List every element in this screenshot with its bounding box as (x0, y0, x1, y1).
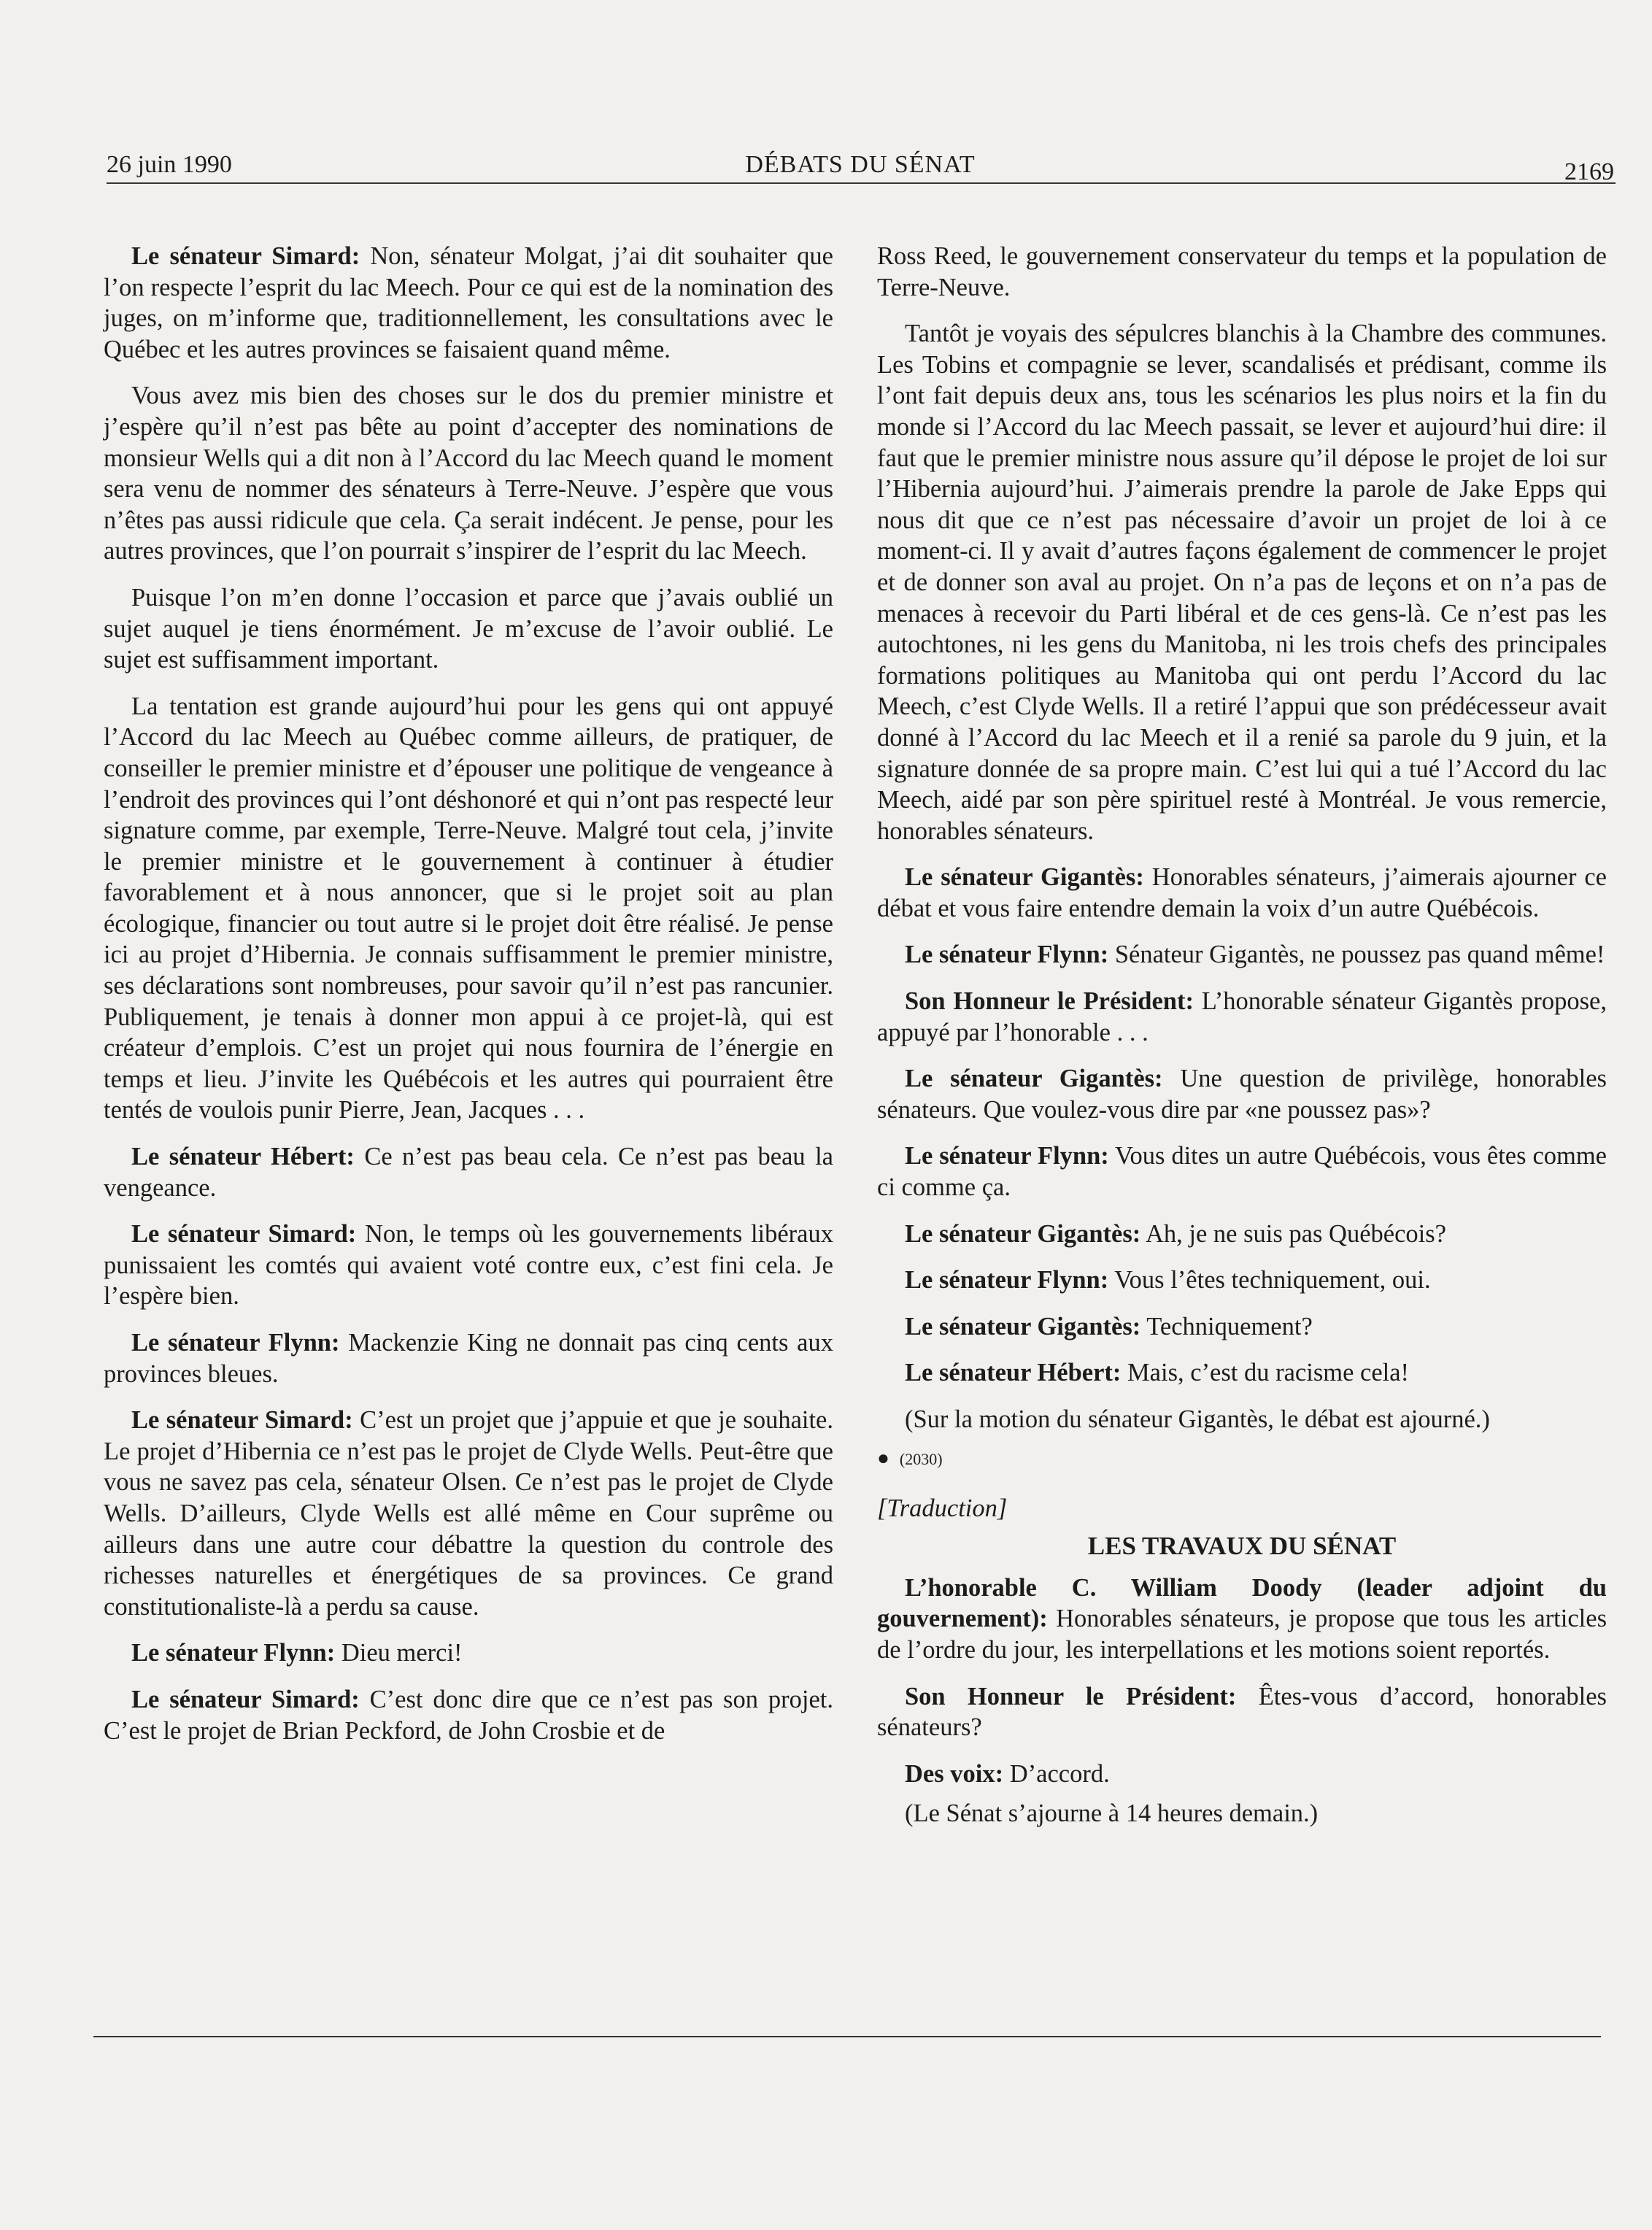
footer-rule (93, 2036, 1601, 2037)
paragraph (877, 1404, 1607, 1435)
paragraph (104, 1684, 833, 1746)
speaker: Le sénateur Flynn: (905, 1142, 1109, 1170)
paragraph (877, 1573, 1607, 1666)
speaker: Le sénateur Flynn: (131, 1329, 340, 1357)
speech: Non, sénateur Molgat, j’ai dit souhaiter que l’on respecte l’esprit du lac Meech. Pour ce qui est de la nomination des juges, on m’informe que, traditionnellement, les consultations avec le Québec et les autres provinces se faisaient quand même. (104, 242, 833, 363)
paragraph (877, 986, 1607, 1048)
paragraph (877, 318, 1607, 846)
paragraph (877, 1798, 1607, 1829)
speech: Vous avez mis bien des choses sur le dos du premier ministre et j’espère qu’il n’est pas bête au point d’accepter des nominations de monsieur Wells qui a dit non à l’Accord du lac Meech quand le moment sera venu de nommer des sénateurs à Terre-Neuve. J’espère que vous n’êtes pas aussi ridicule que cela. Ça serait indécent. Je pense, pour les autres provinces, que l’on pourrait s’inspirer de l’esprit du lac Meech. (104, 382, 833, 566)
paragraph (877, 1759, 1607, 1790)
header-title: DÉBATS DU SÉNAT (745, 151, 976, 178)
speaker: Le sénateur Gigantès: (905, 1065, 1163, 1093)
speech: Tantôt je voyais des sépulcres blanchis à la Chambre des communes. Les Tobins et compagnie se lever, scandalisés et prédisant, comme ils l’ont fait depuis deux ans, tous les scénarios les plus noirs et la fin du monde si l’Accord du lac Meech passait, se lever et aujourd’hui dire: il faut que le premier ministre nous assure qu’il dépose le projet de loi sur l’Hibernia aujourd’hui. J’aimerais prendre la parole de Jake Epps qui nous dit que ce n’est pas nécessaire d’avoir un projet de loi à ce moment-ci. Il y avait d’autres façons également de commencer le projet et de donner son aval au projet. On n’a pas de leçons et on n’a pas de menaces à recevoir du Parti libéral et de ces gens-là. Ce n’est pas les autochtones, ni les gens du Manitoba, ni les trois chefs des principales formations politiques au Manitoba qui ont perdu l’Accord du lac Meech, c’est Clyde Wells. Il a retiré l’appui que son prédécesseur avait donné à l’Accord du lac Meech et il a renié sa parole du 9 juin, et la signature donnée de sa propre main. C’est lui qui a tué l’Accord du lac Meech, aidé par son père spirituel resté à Montréal. Je vous remercie, honorables sénateurs. (877, 320, 1607, 845)
speaker: Le sénateur Flynn: (905, 1266, 1109, 1295)
paragraph (104, 1405, 833, 1622)
speech: La tentation est grande aujourd’hui pour les gens qui ont appuyé l’Accord du lac Meech au Québec comme ailleurs, de pratiquer, de conseiller le premier ministre et d’épouser une politique de vengeance à l’endroit des provinces qui l’ont déshonoré et qui n’ont pas respecté leur signature comme, par exemple, Terre-Neuve. Malgré tout cela, j’invite le premier ministre et le gouvernement à continuer à étudier favorablement et à nous annoncer, que si le projet soit au plan écologique, financier ou tout autre si le projet doit être réalisé. Je pense ici au projet d’Hibernia. Je connais suffisamment le premier ministre, ses déclarations sont nombreuses, pour savoir qu’il n’est pas rancunier. Publiquement, je tenais à donner mon appui à ce projet-là, qui est créateur d’emplois. C’est un projet qui nous fournira de l’énergie en temps et lieu. J’invite les Québécois et les autres qui pourraient être tentés de voulois punir Pierre, Jean, Jacques . . . (104, 692, 833, 1124)
speech: D’accord. (1003, 1759, 1110, 1788)
speaker: Le sénateur Gigantès: (905, 1312, 1141, 1340)
speech: Vous l’êtes techniquement, oui. (1108, 1266, 1431, 1295)
speaker: Le sénateur Flynn: (905, 941, 1109, 969)
speech: Sénateur Gigantès, ne poussez pas quand même! (1108, 941, 1605, 969)
speaker: Le sénateur Hébert: (131, 1143, 355, 1171)
speech: Êtes-vous d’accord, honorables sénateurs? (877, 1682, 1607, 1742)
left-column (104, 241, 833, 1762)
speech: Techniquement? (1140, 1312, 1313, 1340)
paragraph (877, 1265, 1607, 1296)
bullet-icon: ● (877, 1446, 889, 1470)
speech: (Le Sénat s’ajourne à 14 heures demain.) (905, 1799, 1319, 1828)
speech: Honorables sénateurs, je propose que tous les articles de l’ordre du jour, les interpellations et les motions soient reportés. (877, 1605, 1607, 1664)
paragraph (104, 691, 833, 1126)
paragraph (104, 1141, 833, 1203)
speaker: Le sénateur Gigantès: (905, 1219, 1141, 1248)
speaker: L’honorable C. William Doody (leader adjoint du gouvernement): (877, 1573, 1607, 1633)
speech: Ross Reed, le gouvernement conservateur du temps et la population de Terre-Neuve. (877, 242, 1607, 301)
speaker: Le sénateur Hébert: (905, 1359, 1122, 1387)
speech: Mais, c’est du racisme cela! (1121, 1359, 1410, 1387)
speaker: Le sénateur Simard: (131, 242, 360, 270)
paragraph (877, 1357, 1607, 1389)
speech: Mackenzie King ne donnait pas cinq cents aux provinces bleues. (104, 1329, 833, 1388)
paragraph (104, 380, 833, 567)
time-marker (877, 1444, 1607, 1474)
speech: L’honorable sénateur Gigantès propose, appuyé par l’honorable . . . (877, 987, 1607, 1046)
section-heading: LES TRAVAUX DU SÉNAT (1087, 1532, 1397, 1561)
speaker: Son Honneur le Président: (905, 987, 1194, 1016)
speaker: Le sénateur Simard: (131, 1220, 357, 1249)
paragraph (104, 1637, 833, 1669)
speech: Dieu merci! (335, 1639, 463, 1667)
speech: Honorables sénateurs, j’aimerais ajourner ce débat et vous faire entendre demain la voix d’un autre Québécois. (877, 863, 1607, 922)
time-stamp: (2030) (899, 1449, 943, 1468)
paragraph (104, 582, 833, 676)
speech: Ce n’est pas beau cela. Ce n’est pas beau la vengeance. (104, 1143, 833, 1202)
paragraph (104, 1219, 833, 1312)
speech: C’est un projet que j’appuie et que je souhaite. Le projet d’Hibernia ce n’est pas le projet de Clyde Wells. Peut-être que vous ne savez pas cela, sénateur Olsen. Ce n’est pas le projet de Clyde Wells. D’ailleurs, Clyde Wells est allé même en Cour suprême ou ailleurs dans une autre cour débattre la question du controle des richesses naturelles et énergétiques de sa provinces. Ce grand constitutionaliste-là a perdu sa cause. (104, 1406, 833, 1621)
speaker: Des voix: (905, 1759, 1004, 1788)
paragraph (877, 1219, 1607, 1250)
speech: (Sur la motion du sénateur Gigantès, le débat est ajourné.) (905, 1405, 1490, 1433)
speech: Puisque l’on m’en donne l’occasion et parce que j’avais oublié un sujet auquel je tiens énormément. Je m’excuse de l’avoir oublié. Le sujet est suffisamment important. (104, 583, 833, 674)
paragraph (877, 862, 1607, 924)
speech: Non, le temps où les gouvernements libéraux punissaient les comtés qui avaient voté contre eux, c’est fini cela. Je l’espère bien. (104, 1220, 833, 1311)
paragraph (877, 1681, 1607, 1743)
paragraph (877, 939, 1607, 971)
page-number: 2169 (1564, 158, 1614, 185)
page-header (107, 150, 1614, 187)
right-column (877, 241, 1607, 1845)
speech: Ah, je ne suis pas Québécois? (1140, 1219, 1446, 1248)
translation-label: [Traduction] (877, 1494, 1008, 1522)
speaker: Le sénateur Simard: (131, 1406, 353, 1435)
paragraph (104, 1327, 833, 1389)
speaker: Le sénateur Simard: (131, 1685, 360, 1713)
paragraph (104, 241, 833, 365)
speech: Une question de privilège, honorables sénateurs. Que voulez-vous dire par «ne poussez pas»? (877, 1065, 1607, 1124)
speaker: Le sénateur Flynn: (131, 1639, 336, 1667)
speaker: Son Honneur le Président: (905, 1682, 1237, 1710)
paragraph (877, 1063, 1607, 1125)
paragraph (877, 1141, 1607, 1203)
paragraph (877, 1311, 1607, 1343)
header-date: 26 juin 1990 (107, 151, 232, 178)
speech: Vous dites un autre Québécois, vous êtes comme ci comme ça. (877, 1142, 1607, 1202)
speech: C’est donc dire que ce n’est pas son projet. C’est le projet de Brian Peckford, de John Crosbie et de (104, 1685, 833, 1745)
paragraph (877, 241, 1607, 303)
header-rule (107, 182, 1616, 184)
speaker: Le sénateur Gigantès: (905, 863, 1144, 892)
